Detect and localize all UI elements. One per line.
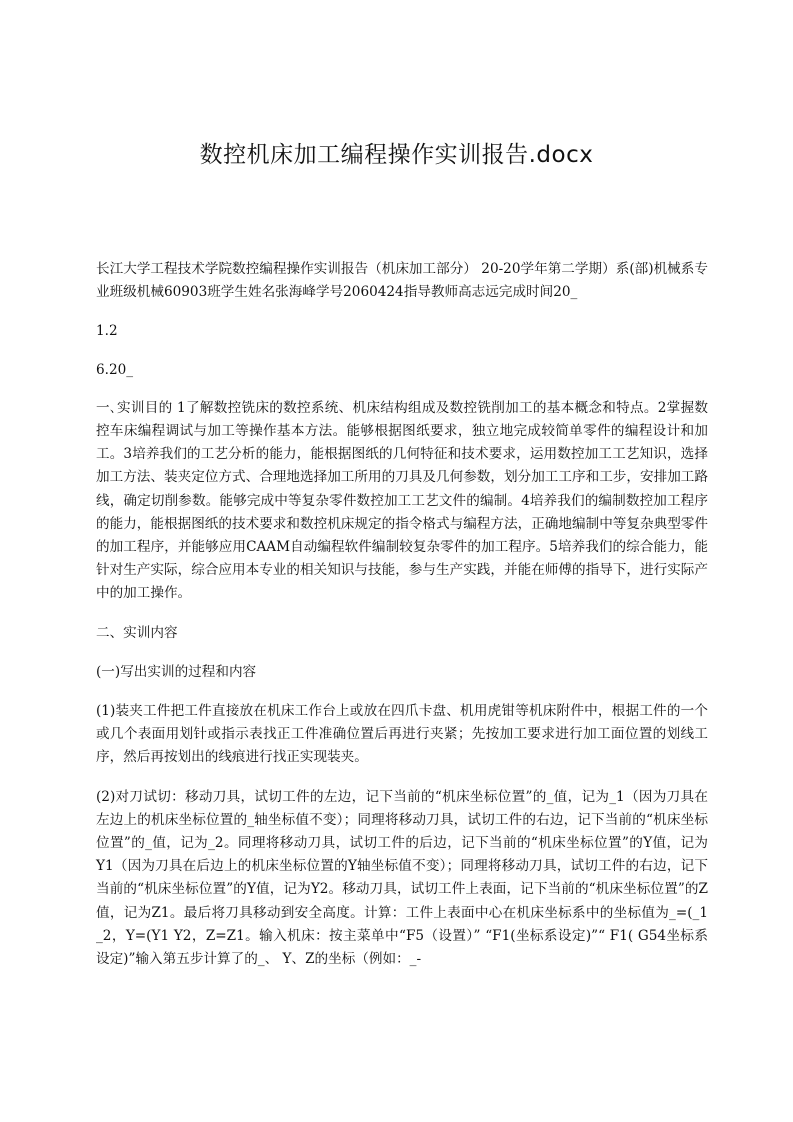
paragraph-date-part-2: 6.20_ [96, 361, 134, 378]
paragraph-tool-setting: (2)对刀试切：移动刀具，试切工件的左边，记下当前的“机床坐标位置”的_值，记为_1（因为刀具在左边上的机床坐标位置的_轴坐标值不变）；同理将移动刀具，试切工件的右边，记下当前的“机床坐标位置”的_值，记为_2。同理将移动刀具，试切工件的后边，记下当前的“机床坐标位置”的Y值，记为 Y1（因为刀具在后边上的机床坐标位置的Y轴坐标值不变）；同理将移动刀具，试切工件的右边，记下当前的“机床坐标位置”的Y值，记为Y2。移动刀具，试切工件上表面，记下当前的“机床坐标位置”的Z值，记为Z1。最后将刀具移动到安全高度。计算：工件上表面中心在机床坐标系中的坐标值为_=(_1 _2，Y=(Y1 Y2，Z=Z1。输入机床：按主菜单中“F5（设置）” “F1(坐标系设定)”“ F1( G54坐标系设定)”输入第五步计算了的_、 Y、Z的坐标（例如：_- [96, 788, 708, 968]
paragraph-header-info: 长江大学工程技术学院数控编程操作实训报告（机床加工部分） 20-20学年第二学期）系(部)机械系专业班级机械60903班学生姓名张海峰学号2060424指导教师高志远完成时间20_ [96, 261, 708, 301]
paragraph-clamping: (1)装夹工件把工件直接放在机床工作台上或放在四爪卡盘、机用虎钳等机床附件中，根据工件的一个或几个表面用划针或指示表找正工件准确位置后再进行夹紧；先按加工要求进行加工面位置的划线工序，然后再按划出的线痕进行找正实现装夹。 [96, 703, 708, 766]
document-body [96, 258, 708, 987]
section-heading-training-content: 二、实训内容 [96, 624, 178, 641]
paragraph-training-purpose: 一､实训目的 1了解数控铣床的数控系统、机床结构组成及数控铣削加工的基本概念和特点。2掌握数控车床编程调试与加工等操作基本方法。能够根据图纸要求，独立地完成较简单零件的编程设计和加工。3培养我们的工艺分析的能力，能根据图纸的几何特征和技术要求，运用数控加工工艺知识，选择加工方法、装夹定位方式、合理地选择加工所用的刀具及几何参数，划分加工工序和工步，安排加工路线，确定切削参数。能够完成中等复杂零件数控加工工艺文件的编制。4培养我们的编制数控加工程序的能力，能根据图纸的技术要求和数控机床规定的指令格式与编程方法，正确地编制中等复杂典型零件的加工程序，并能够应用CAAM自动编程软件编制较复杂零件的加工程序。5培养我们的综合能力，能针对生产实际，综合应用本专业的相关知识与技能，参与生产实践，并能在师傅的指导下，进行实际产中的加工操作。 [96, 399, 708, 602]
subsection-heading-process: (一)写出实训的过程和内容 [96, 663, 257, 680]
document-title: 数控机床加工编程操作实训报告.docx [199, 142, 594, 168]
paragraph-date-part-1: 1.2 [96, 323, 118, 340]
